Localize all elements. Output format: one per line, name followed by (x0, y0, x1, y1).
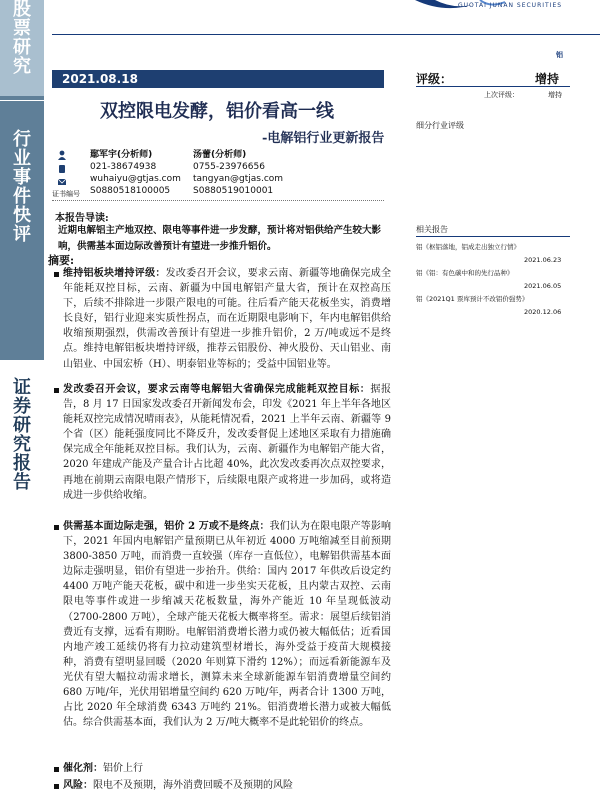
analyst-2-phone: 0755-23976656 (193, 162, 265, 172)
bullet-2-lead: 发改委召开会议，要求云南等电解铝大省确保完成能耗双控目标： (63, 384, 371, 395)
analyst-icon (57, 150, 67, 160)
related-report-item[interactable]: 铝《2021Q1 票库预计不改铝价强势》 (416, 295, 529, 303)
report-subtitle: -电解铝行业更新报告 (262, 131, 385, 146)
previous-rating-value: 增持 (548, 91, 562, 99)
analyst-1-email[interactable]: wuhaiyu@gtjas.com (90, 174, 181, 184)
bullet-5-lead: 风险： (63, 780, 93, 791)
summary-bullet-1 (63, 266, 391, 372)
related-report-date: 2021.06.23 (524, 256, 562, 264)
bullet-dot (54, 525, 59, 530)
bullet-1-lead: 维持铝板块增持评级： (63, 268, 166, 279)
related-report-item[interactable]: 铝《铝：有色碳中和的先行品种》 (416, 269, 514, 277)
analyst-2-cert: S0880519010001 (193, 186, 274, 196)
analyst-2 (193, 149, 283, 197)
report-date-bar: 2021.08.18 (52, 70, 384, 88)
bullet-5-text: 限电不及预期，海外消费回暖不及预期的风险 (93, 780, 293, 791)
guide-heading: 本报告导读: (55, 213, 109, 224)
bullet-3-lead: 供需基本面边际走强，铝价 2 万或不是终点： (63, 521, 270, 532)
related-report-date: 2020.12.06 (524, 308, 562, 316)
sidebar-divider (0, 100, 44, 101)
previous-rating-label: 上次评级： (484, 91, 519, 99)
bullet-dot (54, 388, 59, 393)
section-tag: 铝 (556, 51, 563, 59)
header-rule (52, 34, 600, 35)
analyst-2-name: 汤蕾(分析师) (193, 150, 247, 160)
summary-bullet-3 (63, 519, 391, 730)
rating-label: 评级： (416, 72, 453, 86)
related-report-date: 2021.06.05 (524, 282, 562, 290)
company-logo-text: GUOTAI JUNAN SECURITIES (458, 2, 563, 9)
analyst-1-phone: 021-38674938 (90, 162, 157, 172)
analyst-2-email[interactable]: tangyan@gtjas.com (193, 174, 284, 184)
summary-bullet-2 (63, 382, 391, 503)
related-rule (416, 236, 570, 237)
report-title: 双控限电发酵，铝价看高一线 (100, 101, 334, 122)
sidebar-report-type-label: 证 券 研 究 报 告 (13, 377, 31, 493)
bullet-4-lead: 催化剂： (63, 763, 103, 774)
email-icon (57, 177, 67, 187)
analyst-1-cert: S0880518100005 (90, 186, 171, 196)
related-reports-heading: 相关报告 (416, 225, 448, 234)
cert-label: 证书编号 (52, 190, 80, 198)
summary-bullet-4 (63, 761, 391, 776)
bullet-4-text: 铝价上行 (103, 763, 143, 774)
summary-heading: 摘要: (48, 254, 75, 267)
sidebar-category-label: 行 业 事 件 快 评 (13, 129, 31, 245)
bullet-dot (54, 272, 59, 277)
bullet-dot (54, 784, 59, 789)
analyst-1-name: 鄢军宇(分析师) (90, 150, 153, 160)
analyst-1 (90, 149, 181, 197)
bullet-1-text: 发改委召开会议，要求云南、新疆等地确保完成全年能耗双控目标，云南、新疆为中国电解铝产量大省，预计在双控高压下，后续不排除进一步限产限电的可能。往后看产能天花板坐实，消费增长良好，铝行业迎来实质性拐点，而在近期限电影响下，年内电解铝供给收缩预期强烈，供需改善预计有望进一步推升铝价，2 万/吨或远不是终点。维持电解铝板块增持评级，推荐云铝股份、神火股份、天山铝业、南山铝业、中国宏桥（H）、明泰铝业等标的；受益中国铝业等。 (63, 268, 392, 370)
rating-value: 增持 (535, 72, 560, 86)
guide-body: 近期电解铝主产地双控、限电等事件进一步发酵，预计将对铝供给产生较大影响，供需基本面边际改善预计有望进一步推升铝价。 (58, 225, 382, 252)
related-report-item[interactable]: 铝《枢铝落地，铝成走出独立行情》 (416, 243, 520, 251)
phone-icon (57, 164, 67, 174)
bullet-dot (54, 767, 59, 772)
bullet-3-text: 我们认为在限电限产等影响下，2021 年国内电解铝产量预期已从年初近 4000 万吨缩减至目前预期 3800-3850 万吨，而消费一直较强（库存一直低位），电解铝供需基本面边际走强明显，铝价有望进一步抬升。供给：国内 2017 年供改后设定约 4400 万吨产能天花板，碳中和进一步坐实天花板，且内蒙古双控、云南限电等事件或进一步缩减天花板数量，海外产能近 10 年呈现低波动（2700-2800 万吨），全球产能天花板大概率将至。需求：展望后续铝消费近有支撑，远看有期盼。电解铝消费增长潜力或仍被大幅低估；近看国内地产竣工延续仍将有力拉动建筑型材增长，海外受益于疫苗大规模接种，消费有望明显回暖（2020 年则算下滑约 12%）；而远看新能源车及光伏有望大幅拉动需求增长，测算未来全球新能源车铝消费增量空间约 680 万吨/年，光伏用铝增量空间约 620 万吨/年，两者合计 1300 万吨，占比 2020 年全球消费 6343 万吨约 21%。铝消费增长潜力或被大幅低估。综合供需基本面，我们认为 2 万/吨大概率不是此轮铝价的终点。 (63, 521, 392, 729)
bullet-2-text: 据报告，8 月 17 日国家发改委召开新闻发布会，印发《2021 年上半年各地区能耗双控完成情况晴雨表》，从能耗情况看，2021 上半年云南、新疆等 9 个省（区）能耗强度同比不降反升，发改委督促上述地区采取有力措施确保完成全年能耗双控目标。我们认为，云南、新疆作为电解铝产能大省，2020 年建成产能及产量合计占比超 40%，此次发改委再次点双控要求，再地在前期云南限电限产情形下，后续限电限产或将进一步加码，或将造成进一步供给收缩。 (63, 384, 392, 501)
sidebar-top-label: 股 票 研 究 (13, 0, 31, 77)
sub-industry-heading: 细分行业评级 (416, 121, 464, 130)
rating-rule (416, 86, 570, 87)
summary-bullet-5 (63, 778, 391, 793)
divider (52, 200, 384, 201)
